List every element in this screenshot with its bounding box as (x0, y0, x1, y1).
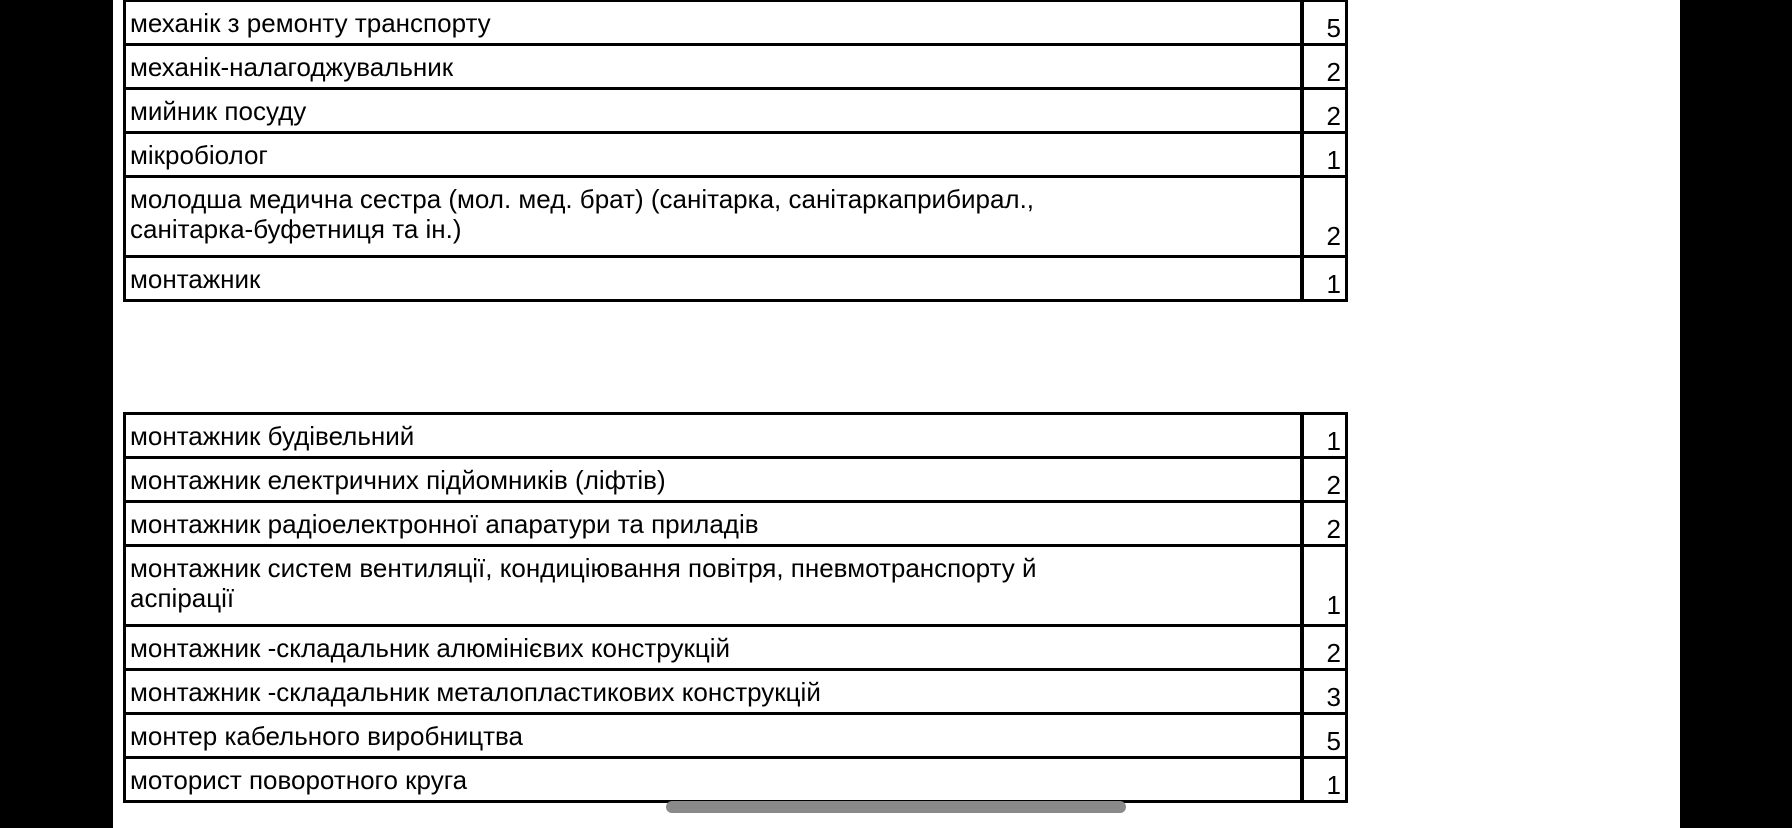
count-cell: 1 (1302, 546, 1347, 626)
profession-text-line-2: санітарка-буфетниця та ін.) (130, 214, 462, 244)
profession-cell: монтажник електричних підйомників (ліфтів) (125, 458, 1302, 502)
profession-cell (125, 546, 1302, 626)
count-cell: 2 (1302, 45, 1347, 89)
profession-cell: монтажник (125, 257, 1302, 301)
profession-text-line-1: монтажник систем вентиляції, кондиціювання повітря, пневмотранспорту й (130, 553, 1037, 583)
table-row (125, 670, 1347, 714)
profession-cell: механік з ремонту транспорту (125, 1, 1302, 45)
table-row (125, 414, 1347, 458)
profession-text-line-2: аспірації (130, 583, 235, 613)
profession-cell: монтажник -складальник алюмінієвих конструкцій (125, 626, 1302, 670)
table-row (125, 458, 1347, 502)
count-cell: 1 (1302, 758, 1347, 802)
table-row (125, 758, 1347, 802)
table-row (125, 546, 1347, 626)
left-letterbox (0, 0, 113, 828)
horizontal-scrollbar[interactable] (666, 801, 1126, 813)
count-cell: 5 (1302, 714, 1347, 758)
vacancy-table-bottom (123, 412, 1348, 803)
profession-cell: моторист поворотного круга (125, 758, 1302, 802)
count-cell: 2 (1302, 502, 1347, 546)
table-row (125, 714, 1347, 758)
table-row (125, 45, 1347, 89)
count-cell: 1 (1302, 257, 1347, 301)
count-cell: 2 (1302, 458, 1347, 502)
profession-cell: мийник посуду (125, 89, 1302, 133)
count-cell: 2 (1302, 177, 1347, 257)
right-letterbox (1680, 0, 1792, 828)
vacancy-table-top (123, 0, 1348, 302)
table-row (125, 1, 1347, 45)
profession-cell (125, 177, 1302, 257)
count-cell: 1 (1302, 133, 1347, 177)
table-row (125, 257, 1347, 301)
profession-text-line-1: молодша медична сестра (мол. мед. брат) (санітарка, санітаркаприбирал., (130, 184, 1035, 214)
table-row (125, 89, 1347, 133)
profession-cell: мікробіолог (125, 133, 1302, 177)
profession-cell: монтер кабельного виробництва (125, 714, 1302, 758)
count-cell: 3 (1302, 670, 1347, 714)
profession-cell: механік-налагоджувальник (125, 45, 1302, 89)
profession-cell: монтажник радіоелектронної апаратури та приладів (125, 502, 1302, 546)
table-row (125, 626, 1347, 670)
count-cell: 2 (1302, 626, 1347, 670)
profession-cell: монтажник будівельний (125, 414, 1302, 458)
table-row (125, 502, 1347, 546)
count-cell: 2 (1302, 89, 1347, 133)
table-row (125, 133, 1347, 177)
table-row (125, 177, 1347, 257)
profession-cell: монтажник -складальник металопластикових конструкцій (125, 670, 1302, 714)
count-cell: 5 (1302, 1, 1347, 45)
count-cell: 1 (1302, 414, 1347, 458)
